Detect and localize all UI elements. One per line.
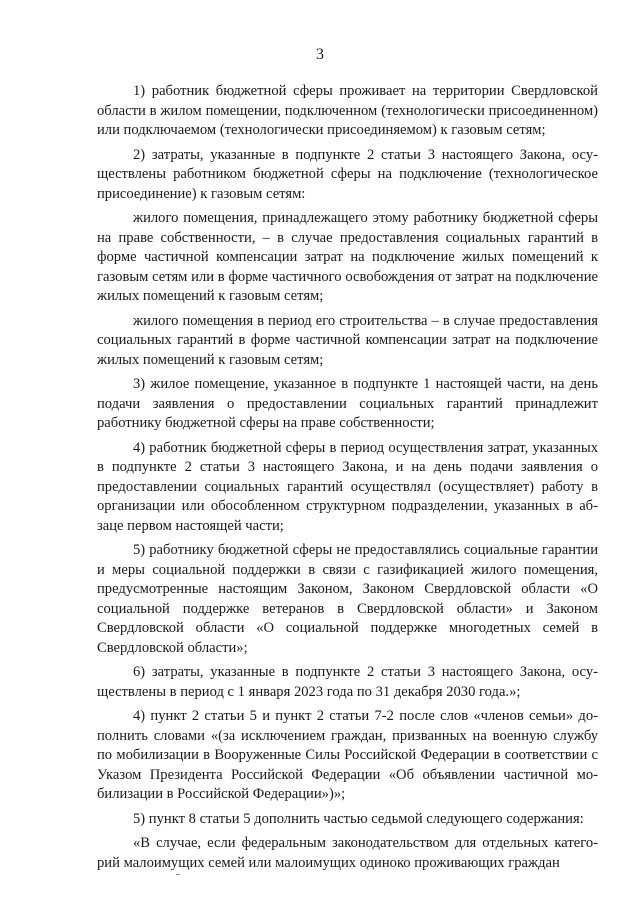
paragraph-quoted-text: «В случае, если федеральным законодательством для отдельных категорий малоимущих семей или малоимущих одиноко проживающих граждан — [97, 835, 598, 871]
document-body — [97, 82, 598, 878]
paragraph-owned-dwelling: жилого помещения, принадлежащего этому работнику бюджетной сферы на праве собственности, – в случае предоставления социальных гарантий в форме частичной компенсации затрат на подключение жилых помещений к газовым сетям или в форме частичного освобождения от затрат на подключение жилых помещений к газовым сетям; — [97, 210, 598, 304]
paragraph-amendment-5: 5) пункт 8 статьи 5 дополнить частью седьмой следующего содержания: — [133, 810, 584, 827]
scan-mark — [176, 874, 180, 875]
paragraph-condition-1: 1) работник бюджетной сферы проживает на территории Свердловской области в жилом помещении, подключенном (технологически присоединенном) или подключаемом (технологически присоединяемом) к газовым сетям; — [97, 83, 598, 138]
paragraph-condition-4: 4) работник бюджетной сферы в период осуществления затрат, указанных в подпункте 2 статьи 3 настоящего Закона, и на день подачи заявления о предоставлении социальных гарантий осуществлял (осуществляет) работу в организации или обособленном структурном подразделении, указанных в абзаце первом настоящей части; — [97, 439, 598, 534]
paragraph-amendment-4: 4) пункт 2 статьи 5 и пункт 2 статьи 7-2 после слов «членов семьи» дополнить словами «(за исключением граждан, призванных на военную службу по мобилизации в Вооруженные Силы Российской Федерации в соответствии с Указом Президента Российской Федерации «Об объявлении частичной мобилизации в Российской Федерации»)»; — [97, 708, 598, 802]
paragraph-dwelling-under-construction: жилого помещения в период его строительства – в случае предоставления социальных гарантий в форме частичной компенсации затрат на подключение жилых помещений к газовым сетям; — [97, 312, 598, 368]
paragraph-condition-2: 2) затраты, указанные в подпункте 2 статьи 3 настоящего Закона, осуществлены работником бюджетной сферы на подключение (технологическое присоединение) к газовым сетям: — [97, 146, 598, 202]
paragraph-condition-3: 3) жилое помещение, указанное в подпункте 1 настоящей части, на день подачи заявления о предоставлении социальных гарантий принадлежит работнику бюджетной сферы на праве собственности; — [97, 376, 598, 431]
paragraph-condition-5: 5) работнику бюджетной сферы не предоставлялись социальные гарантии и меры социальной поддержки в связи с газификацией жилого помещения, предусмотренные настоящим Законом, Законом Свердловской области «О социальной поддержке ветеранов в Свердловской области» и Законом Свердловской области «О социальной поддержке многодетных семей в Свердловской области»; — [97, 542, 598, 656]
paragraph-condition-6: 6) затраты, указанные в подпункте 2 статьи 3 настоящего Закона, осуществлены в период с 1 января 2023 года по 31 декабря 2030 года.»; — [97, 664, 598, 700]
page-number: 3 — [316, 46, 324, 63]
